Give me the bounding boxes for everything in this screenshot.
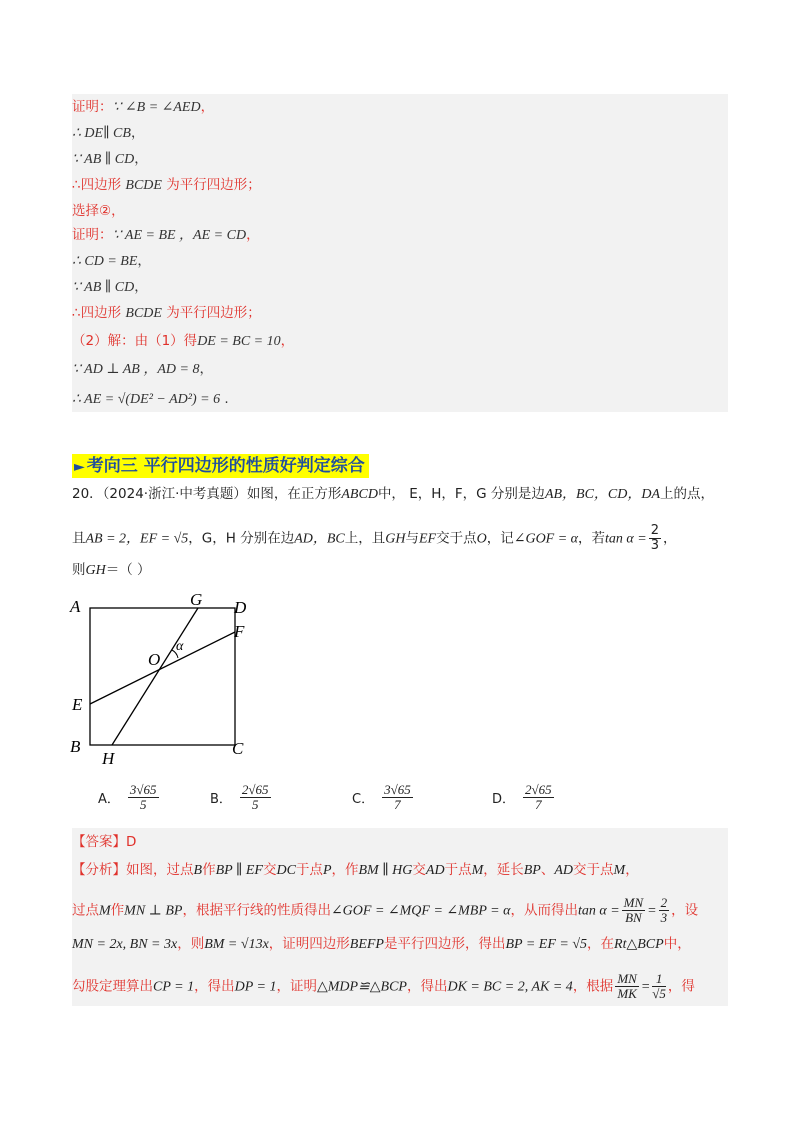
proof-line: [72, 304, 261, 323]
proof-line: [72, 252, 151, 271]
label-a: A: [70, 597, 81, 616]
proof-line-math: ∴ AE = √(DE² − AD²) = 6: [72, 392, 221, 407]
proof-line-prefix: 证明：: [72, 227, 113, 243]
proof-line-suffix: .: [220, 391, 229, 407]
proof-line: [72, 202, 125, 220]
proof-line-suffix: ，: [199, 361, 213, 377]
label-b: B: [70, 737, 81, 756]
triangle-bullet-icon: ►: [74, 459, 85, 475]
proof-line: [72, 360, 213, 379]
proof-line-prefix: 证明：: [72, 99, 113, 115]
proof-line-math: ∴ DE∥ CB: [72, 126, 131, 141]
analysis-line-2: 过点M作MN ⊥ BP，根据平行线的性质得出∠GOF = ∠MQF = ∠MBP = α，从而得出tan α = $\frac{MN}{BN}$ = $\frac{2}{3}$ ，设: [72, 895, 699, 925]
choice-d[interactable]: D． $\frac{2√65}{7}$: [492, 782, 552, 812]
proof-line-math: BCDE: [125, 178, 162, 193]
solution-proof-box: [72, 94, 728, 412]
proof-line: [72, 226, 260, 245]
proof-line-suffix: ，: [246, 227, 260, 243]
proof-line-prefix: ∴四边形: [72, 177, 126, 193]
label-h: H: [102, 749, 115, 768]
proof-line-math: ∵ AE = BE ，AE = CD: [112, 228, 247, 243]
proof-line-suffix: ，: [134, 279, 148, 295]
question-line-1: 20．（2024·浙江·中考真题）如图，在正方形ABCD中， E，H，F，G 分别是边AB，BC，CD，DA上的点，: [72, 486, 715, 502]
proof-line-suffix: 为平行四边形；: [161, 177, 261, 193]
proof-line: [72, 278, 148, 297]
proof-line-suffix: ，: [130, 125, 145, 141]
proof-line: [72, 176, 261, 195]
choice-c[interactable]: C． $\frac{3√65}{7}$: [352, 782, 411, 812]
proof-line: [72, 332, 294, 351]
proof-line-suffix: ，: [200, 99, 215, 115]
proof-line-prefix: ∴四边形: [72, 305, 126, 321]
proof-line: [72, 124, 144, 143]
proof-line-suffix: ，: [137, 253, 151, 269]
proof-line-math: DE = BC = 10: [197, 334, 281, 349]
proof-line-math: ∵ ∠B = ∠AED: [112, 100, 201, 115]
analysis-line-4: 勾股定理算出CP = 1，得出DP = 1，证明△MDP≌△BCP，得出DK = BC = 2, AK = 4，根据 $\frac{MN}{MK}$ = $\frac{1}{√5}$ ，得: [72, 971, 695, 1001]
proof-line-suffix: 为平行四边形；: [161, 305, 261, 321]
label-e: E: [72, 695, 83, 714]
label-o: O: [148, 650, 161, 669]
label-alpha: α: [176, 639, 184, 654]
question-line-2: 且AB = 2，EF = √5，G，H 分别在边AD，BC上，且GH与EF交于点O，记∠GOF = α，若tan α = $\frac{2}{3}$ ，: [72, 523, 677, 553]
label-c: C: [232, 739, 244, 758]
answer-analysis-box: [72, 828, 728, 1006]
section-heading: [72, 454, 369, 478]
choice-a[interactable]: A． $\frac{3√65}{5}$: [98, 782, 157, 812]
label-g: G: [190, 592, 203, 609]
proof-line-math: ∵ AB ∥ CD: [72, 152, 135, 167]
proof-line-math: ∵ AB ∥ CD: [72, 280, 135, 295]
square-abcd: [90, 608, 235, 745]
proof-line-math: ∵ AD ⊥ AB ，AD = 8: [72, 362, 200, 377]
proof-line: [72, 150, 148, 169]
segment-gh: [112, 608, 198, 745]
label-d: D: [234, 598, 247, 617]
proof-line-math: BCDE: [125, 306, 162, 321]
analysis-line-3: MN = 2x, BN = 3x，则BM = √13x，证明四边形BEFP是平行四边形，得出BP = EF = √5，在Rt△BCP中，: [72, 936, 691, 952]
question-line-3: 则GH＝（ ）: [72, 562, 151, 578]
proof-line-prefix: 选择②，: [72, 203, 125, 219]
proof-line-prefix: （2）解：由（1）得: [72, 333, 198, 349]
answer-line: 【答案】D: [72, 834, 137, 850]
proof-line-suffix: ，: [280, 333, 295, 349]
tan-fraction: $\frac{2}{3}$: [650, 523, 660, 553]
proof-line: [72, 98, 214, 117]
proof-line: [72, 390, 229, 409]
choice-b[interactable]: B． $\frac{2√65}{5}$: [210, 782, 269, 812]
square-geometry-figure: [64, 592, 264, 772]
proof-line-suffix: ，: [134, 151, 148, 167]
label-f: F: [234, 622, 245, 641]
section-title-text: 考向三 平行四边形的性质好判定综合: [86, 456, 365, 476]
proof-line-math: ∴ CD = BE: [72, 254, 138, 269]
segment-ef: [90, 632, 235, 704]
analysis-line-1: 【分析】如图，过点B作BP ∥ EF交DC于点P，作BM ∥ HG交AD于点M，延长BP、AD交于点M，: [72, 862, 639, 878]
